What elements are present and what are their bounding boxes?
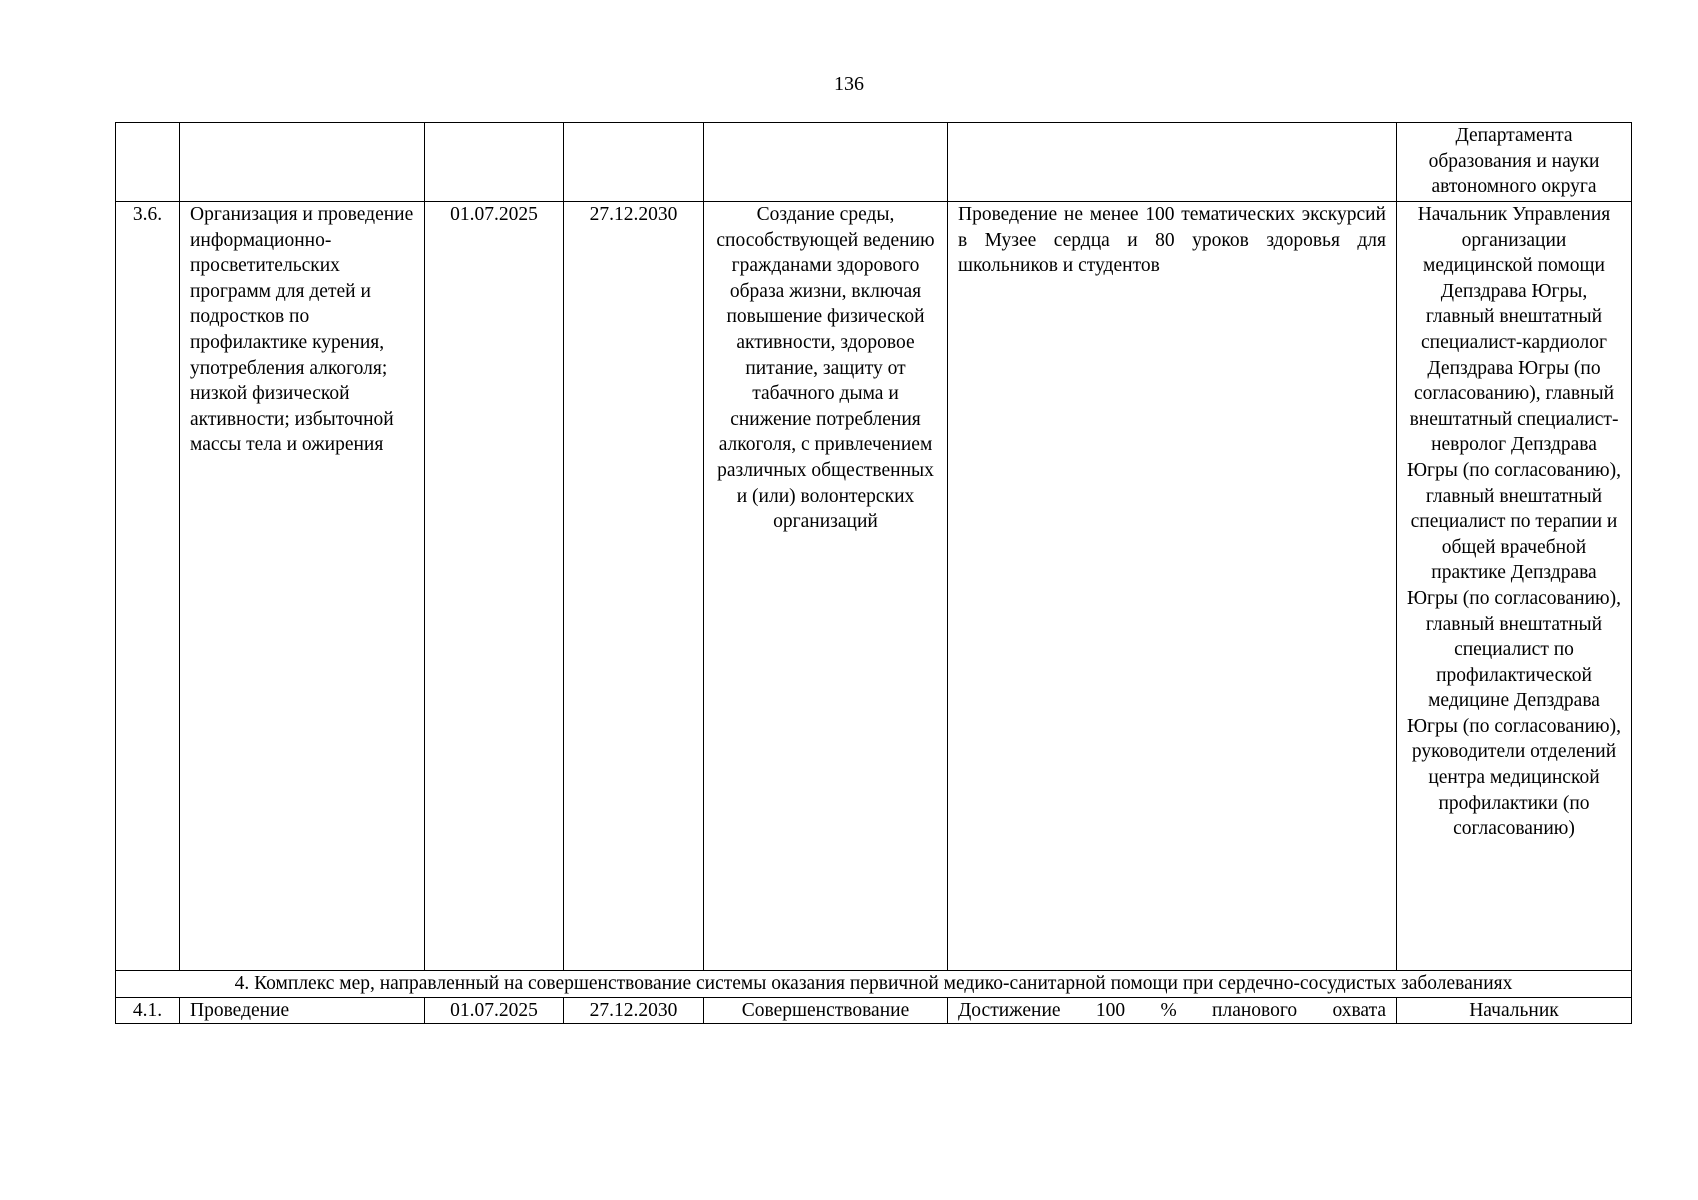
table-row-4-1	[116, 997, 1632, 1024]
cell-end: 27.12.2030	[564, 202, 704, 971]
cell-responsible: Начальник Управления организации медицинской помощи Депздрава Югры, главный внештатный специалист-кардиолог Депздрава Югры (по согласованию), главный внештатный специалист-невролог Депздрава Югры (по согласованию), главный внештатный специалист по терапии и общей врачебной практике Депздрава Югры (по согласованию), главный внештатный специалист по профилактической медицине Депздрава Югры (по согласованию), руководители отделений центра медицинской профилактики (по согласованию)	[1397, 202, 1632, 971]
cell-responsible: Начальник	[1397, 997, 1632, 1024]
cell-start: 01.07.2025	[425, 997, 564, 1024]
cell-indicator	[948, 123, 1397, 202]
cell-end: 27.12.2030	[564, 997, 704, 1024]
table-row-3-6	[116, 202, 1632, 971]
cell-name: Организация и проведение информационно-просветительских программ для детей и подростков по профилактике курения, употребления алкоголя; низкой физической активности; избыточной массы тела и ожирения	[180, 202, 425, 971]
cell-indicator: Проведение не менее 100 тематических экскурсий в Музее сердца и 80 уроков здоровья для школьников и студентов	[948, 202, 1397, 971]
table-row-continued	[116, 123, 1632, 202]
cell-name: Проведение	[180, 997, 425, 1024]
section-header-4	[116, 971, 1632, 998]
cell-result: Совершенствование	[704, 997, 948, 1024]
cell-indicator: Достижение 100 % планового охвата	[948, 997, 1397, 1024]
cell-responsible: Департамента образования и науки автономного округа	[1397, 123, 1632, 202]
cell-end	[564, 123, 704, 202]
cell-start: 01.07.2025	[425, 202, 564, 971]
cell-number	[116, 123, 180, 202]
cell-name	[180, 123, 425, 202]
page-number: 136	[834, 73, 864, 95]
cell-result	[704, 123, 948, 202]
measures-table	[115, 122, 1632, 1024]
cell-start	[425, 123, 564, 202]
cell-result: Создание среды, способствующей ведению гражданами здорового образа жизни, включая повышение физической активности, здоровое питание, защиту от табачного дыма и снижение потребления алкоголя, с привлечением различных общественных и (или) волонтерских организаций	[704, 202, 948, 971]
section-title: 4. Комплекс мер, направленный на совершенствование системы оказания первичной медико-санитарной помощи при сердечно-сосудистых заболеваниях	[116, 971, 1632, 998]
cell-number: 4.1.	[116, 997, 180, 1024]
cell-number: 3.6.	[116, 202, 180, 971]
